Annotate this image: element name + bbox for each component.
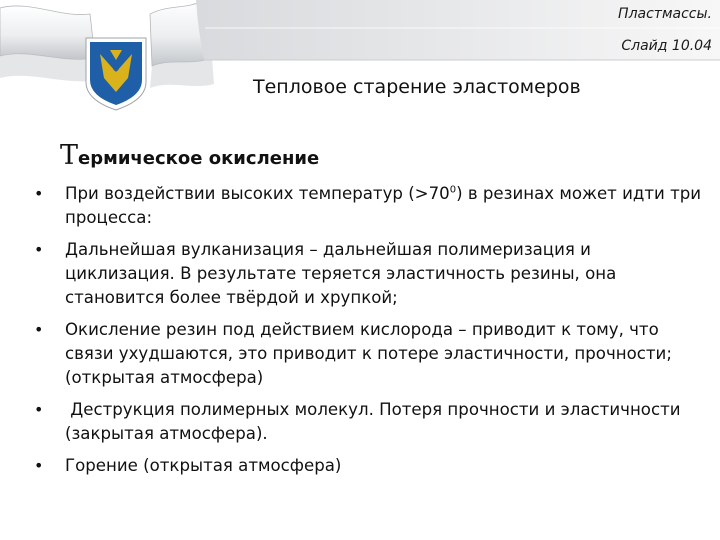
course-name: Пластмассы. — [618, 6, 712, 22]
list-item-text-tail: ) в резинах может идти три процесса: — [65, 184, 702, 227]
bullet-dot: • — [34, 400, 44, 419]
slide-number: Слайд 10.04 — [621, 38, 712, 54]
bullet-dot: • — [34, 320, 44, 339]
section-heading — [60, 142, 319, 169]
section-heading-rest: ермическое окисление — [78, 148, 320, 169]
list-item-text: Горение (открытая атмосфера) — [65, 456, 342, 475]
list-item — [34, 238, 706, 310]
list-item — [34, 318, 706, 390]
list-item-text: Деструкция полимерных молекул. Потеря прочности и эластичности (закрытая атмосфера). — [65, 400, 686, 443]
bullet-dot: • — [34, 240, 44, 259]
bullet-list — [34, 182, 706, 486]
university-emblem-icon — [86, 38, 146, 110]
list-item-text: При воздействии высоких температур (>70 — [65, 184, 450, 203]
list-item — [34, 454, 706, 478]
bullet-dot: • — [34, 184, 44, 203]
section-heading-initial: Т — [60, 140, 79, 171]
list-item-text: Окисление резин под действием кислорода – приводит к тому, что связи ухудшаются, это приводит к потере эластичности, прочности; (открытая атмосфера) — [65, 320, 672, 387]
list-item-superscript: 0 — [449, 184, 457, 196]
list-item-text: Дальнейшая вулканизация – дальнейшая полимеризация и циклизация. В результате теряется эластичность резины, она становится более твёрдой и хрупкой; — [65, 240, 617, 307]
bullet-dot: • — [34, 456, 44, 475]
list-item — [34, 182, 706, 230]
page-title: Тепловое старение эластомеров — [253, 76, 581, 98]
list-item — [34, 398, 706, 446]
header-band — [196, 0, 720, 60]
